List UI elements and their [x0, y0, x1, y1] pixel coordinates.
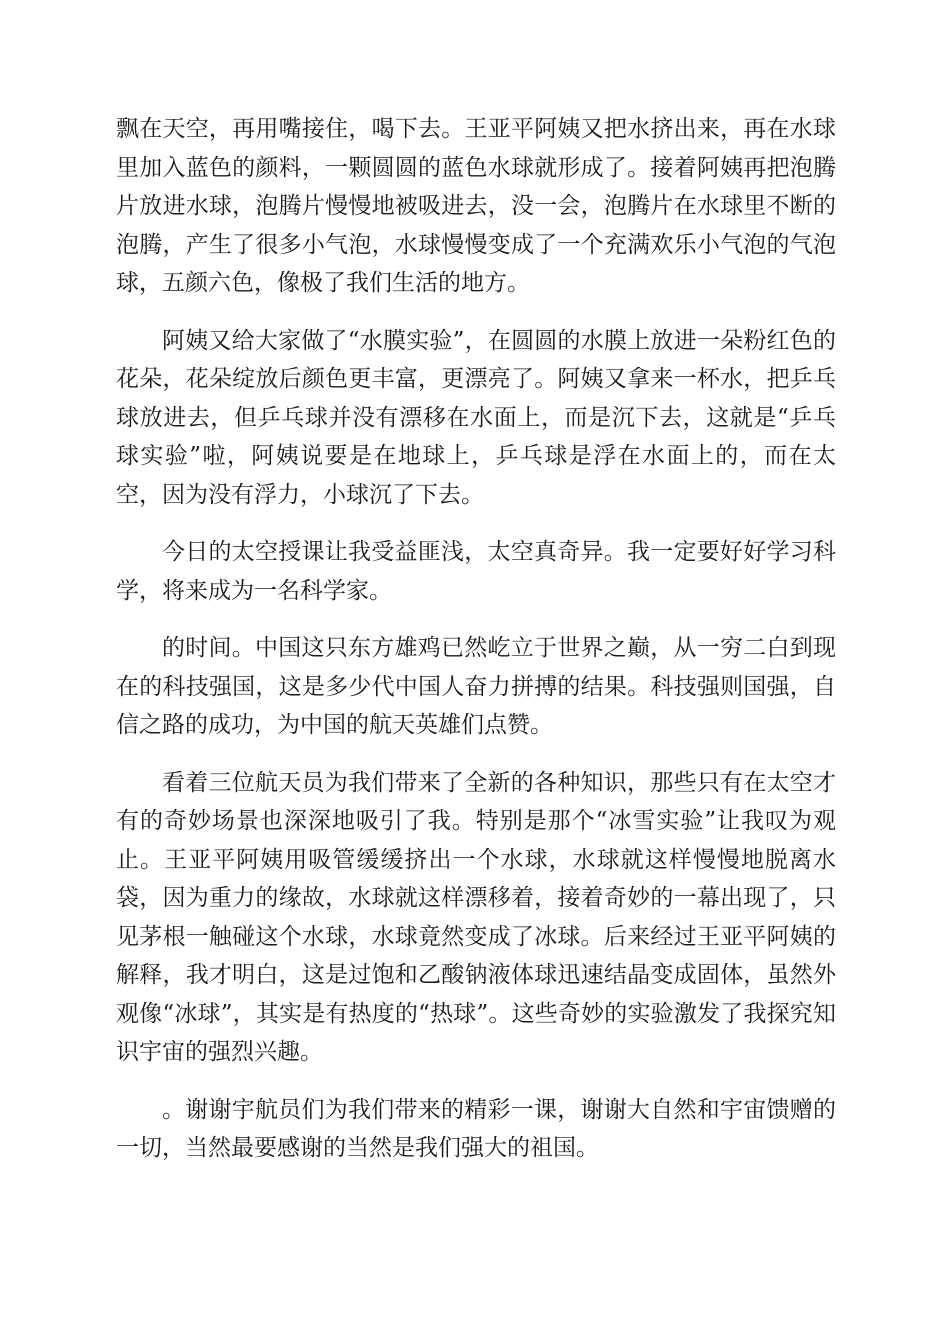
- paragraph-national-pride: 的时间。中国这只东方雄鸡已然屹立于世界之巅，从一穷二白到现在的科技强国，这是多少代中国人奋力拼搏的结果。科技强则国强，自信之路的成功，为中国的航天英雄们点赞。: [116, 635, 836, 738]
- document-body: [116, 110, 836, 1187]
- paragraph-water-membrane-experiment: 阿姨又给大家做了“水膜实验”，在圆圆的水膜上放进一朵粉红色的花朵，花朵绽放后颜色更丰富，更漂亮了。阿姨又拿来一杯水，把乒乓球放进去，但乒乓球并没有漂移在水面上，而是沉下去，这就是“乒乓球实验”啦，阿姨说要是在地球上，乒乓球是浮在水面上的，而在太空，因为没有浮力，小球沉了下去。: [116, 327, 836, 508]
- paragraph-ice-experiment: 看着三位航天员为我们带来了全新的各种知识，那些只有在太空才有的奇妙场景也深深地吸引了我。特别是那个“冰雪实验”让我叹为观止。王亚平阿姨用吸管缓缓挤出一个水球，水球就这样慢慢地脱离水袋，因为重力的缘故，水球就这样漂移着，接着奇妙的一幕出现了，只见茅根一触碰这个水球，水球竟然变成了冰球。后来经过王亚平阿姨的解释，我才明白，这是过饱和乙酸钠液体球迅速结晶变成固体，虽然外观像“冰球”，其实是有热度的“热球”。这些奇妙的实验激发了我探究知识宇宙的强烈兴趣。: [116, 769, 836, 1065]
- paragraph-continued: 飘在天空，再用嘴接住，喝下去。王亚平阿姨又把水挤出来，再在水球里加入蓝色的颜料，一颗圆圆的蓝色水球就形成了。接着阿姨再把泡腾片放进水球，泡腾片慢慢地被吸进去，没一会，泡腾片在水球里不断的泡腾，产生了很多小气泡，水球慢慢变成了一个充满欢乐小气泡的气泡球，五颜六色，像极了我们生活的地方。: [116, 116, 836, 296]
- paragraph-thanks: 。谢谢宇航员们为我们带来的精彩一课，谢谢大自然和宇宙馈赠的一切，当然最要感谢的当然是我们强大的祖国。: [116, 1096, 836, 1161]
- paragraph-reflection: 今日的太空授课让我受益匪浅，太空真奇异。我一定要好好学习科学，将来成为一名科学家。: [116, 539, 836, 604]
